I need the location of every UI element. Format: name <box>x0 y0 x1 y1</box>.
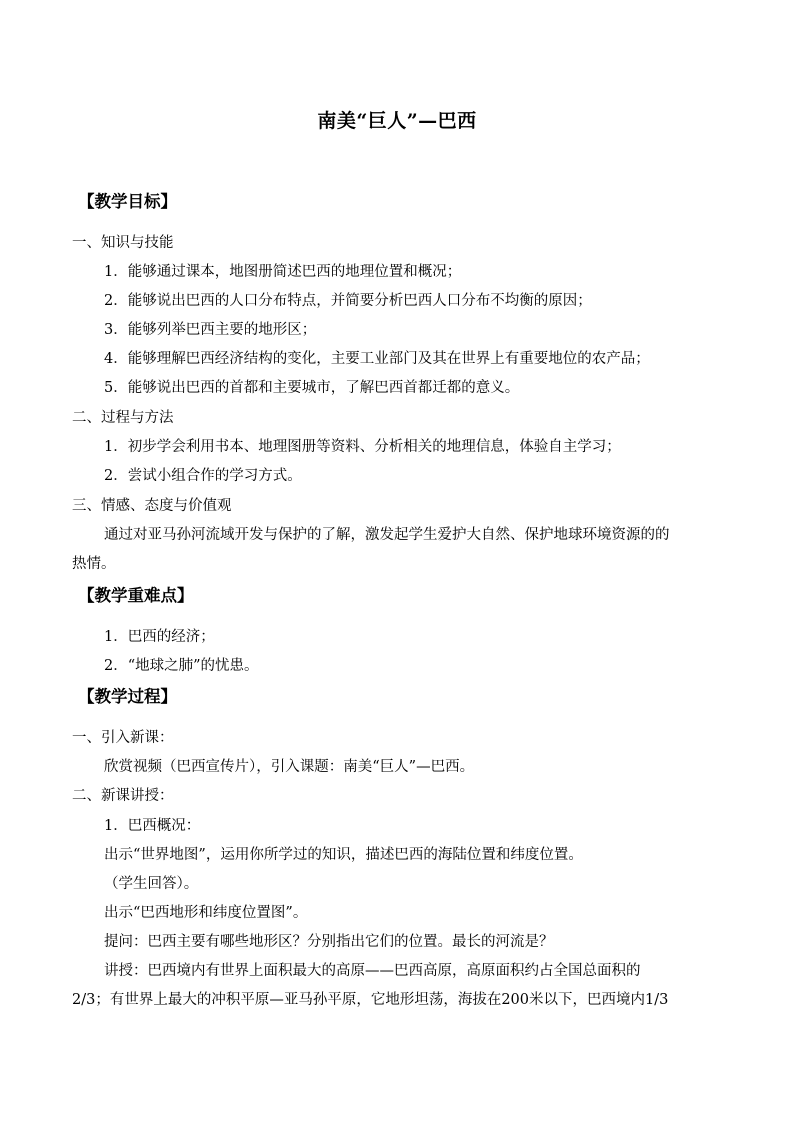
paragraph-line: 通过对亚马孙河流域开发与保护的了解，激发起学生爱护大自然、保护地球环境资源的的 <box>104 527 670 543</box>
list-item: 4．能够理解巴西经济结构的变化，主要工业部门及其在世界上有重要地位的农产品； <box>104 351 650 367</box>
document-title: 南美“巨人”—巴西 <box>317 110 477 132</box>
list-item: 2．“地球之肺”的忧患。 <box>104 658 259 674</box>
paragraph-line: 讲授：巴西境内有世界上面积最大的高原——巴西高原，高原面积约占全国总面积的 <box>104 963 641 979</box>
list-item: 2．能够说出巴西的人口分布特点，并简要分析巴西人口分布不均衡的原因； <box>104 293 592 309</box>
paragraph-line: 提问：巴西主要有哪些地形区？分别指出它们的位置。最长的河流是？ <box>104 934 554 950</box>
list-item: 5．能够说出巴西的首都和主要城市，了解巴西首都迁都的意义。 <box>104 380 520 396</box>
paragraph-line: 1．巴西概况： <box>104 818 201 834</box>
list-item: 1．初步学会利用书本、地理图册等资料、分析相关的地理信息，体验自主学习； <box>104 439 621 455</box>
list-item: 1．巴西的经济； <box>104 629 215 645</box>
paragraph-line: （学生回答）。 <box>104 876 199 892</box>
list-item: 1．能够通过课本，地图册简述巴西的地理位置和概况； <box>104 264 462 280</box>
list-item: 3．能够列举巴西主要的地形区； <box>104 322 317 338</box>
paragraph-line: 出示“巴西地形和纬度位置图”。 <box>104 905 308 921</box>
section-heading-goals: 【教学目标】 <box>78 192 177 211</box>
paragraph-line: 欣赏视频（巴西宣传片），引入课题：南美“巨人”—巴西。 <box>104 759 475 775</box>
paragraph-line: 热情。 <box>72 556 116 572</box>
paragraph-line: 出示“世界地图”，运用你所学过的知识，描述巴西的海陆位置和纬度位置。 <box>104 847 583 863</box>
subheading-emotions-values: 三、情感、态度与价值观 <box>72 498 232 514</box>
list-item: 2．尝试小组合作的学习方式。 <box>104 468 302 484</box>
subheading-new-lesson: 二、新课讲授： <box>72 788 174 804</box>
subheading-process-methods: 二、过程与方法 <box>72 410 174 426</box>
subheading-introduction: 一、引入新课： <box>72 730 174 746</box>
subheading-knowledge-skills: 一、知识与技能 <box>72 235 174 251</box>
section-heading-key-points: 【教学重难点】 <box>78 586 194 605</box>
section-heading-process: 【教学过程】 <box>78 687 177 706</box>
paragraph-line: 2/3；有世界上最大的冲积平原—亚马孙平原，它地形坦荡，海拔在200米以下，巴西境内1/3 <box>72 992 669 1008</box>
